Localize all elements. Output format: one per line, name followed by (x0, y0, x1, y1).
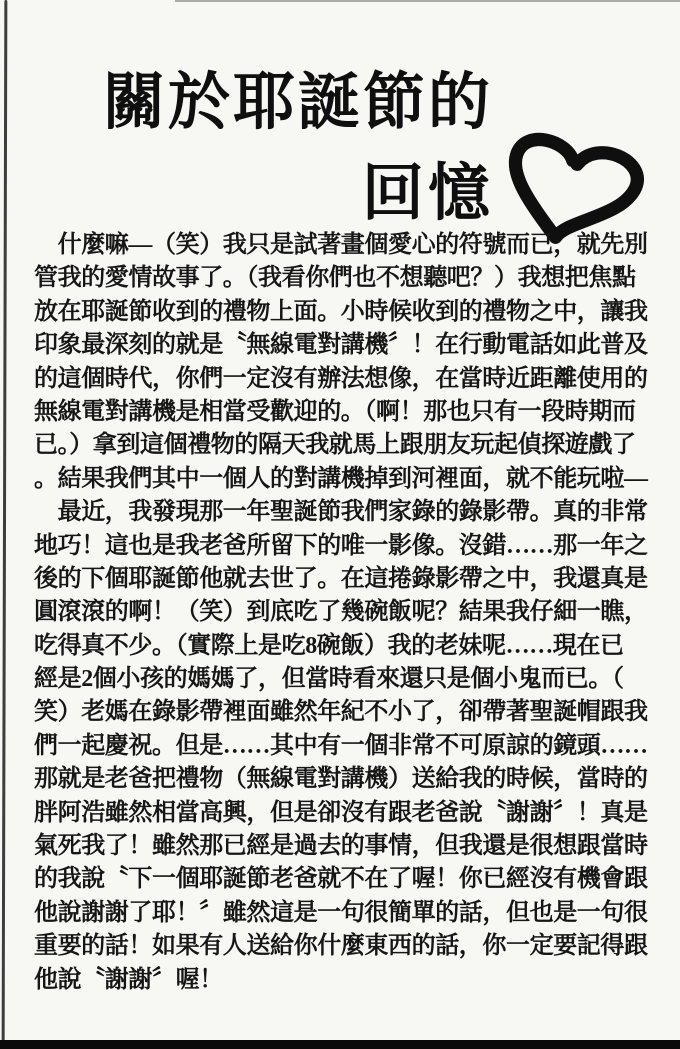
body-text (34, 229, 652, 997)
text-line: 地巧！這也是我老爸所留下的唯一影像。沒錯……那一年之 (34, 532, 648, 559)
page-title-line1: 關於耶誕節的 (103, 69, 494, 137)
text-line: 吃得真不少。（實際上是吃8碗飯）我的老妹呢……現在已 (34, 632, 624, 659)
text-line: 管我的愛情故事了。（我看你們也不想聽吧？）我想把焦點 (34, 265, 636, 292)
page-left-scan-edge (2, 0, 8, 1042)
page-bottom-scan-edge (0, 1040, 680, 1049)
text-line: 。結果我們其中一個人的對講機掉到河裡面，就不能玩啦— (34, 465, 648, 492)
text-line: 什麼嘛—（笑）我只是試著畫個愛心的符號而已，就先別 (34, 232, 648, 258)
text-line: 放在耶誕節收到的禮物上面。小時候收到的禮物之中，讓我 (34, 298, 648, 325)
text-line: 無線電對講機是相當受歡迎的。（啊！那也只有一段時期而 (34, 398, 636, 425)
text-line: 的我說〝下一個耶誕節老爸就不在了喔！你已經沒有機會跟 (34, 866, 648, 893)
text-line: 已。）拿到這個禮物的隔天我就馬上跟朋友玩起偵探遊戲了 (34, 432, 636, 459)
text-line: 的這個時代，你們一定沒有辦法想像，在當時近距離使用的 (34, 365, 648, 392)
text-line: 印象最深刻的就是〝無線電對講機〞！在行動電話如此普及 (34, 332, 648, 359)
page-top-scan-edge (175, 0, 680, 2)
text-line: 經是2個小孩的媽媽了，但當時看來還只是個小鬼而已。（ (34, 666, 624, 693)
text-line: 胖阿浩雖然相當高興，但是卻沒有跟老爸說〝謝謝〞！真是 (34, 799, 648, 826)
text-line: 們一起慶祝。但是……其中有一個非常不可原諒的鏡頭…… (34, 732, 648, 759)
text-line: 最近，我發現那一年聖誕節我們家錄的錄影帶。真的非常 (34, 499, 648, 526)
text-line: 笑）老媽在錄影帶裡面雖然年紀不小了，卻帶著聖誕帽跟我 (34, 699, 648, 726)
text-line: 那就是老爸把禮物（無線電對講機）送給我的時候，當時的 (34, 766, 648, 793)
text-line: 他說〝謝謝〞喔！ (34, 966, 223, 993)
text-line: 圓滾滾的啊！（笑）到底吃了幾碗飯呢？結果我仔細一瞧， (34, 599, 648, 626)
page-title-line2: 回憶 (362, 160, 495, 228)
text-line: 他說謝謝了耶！〞雖然這是一句很簡單的話，但也是一句很 (34, 899, 648, 926)
text-line: 氣死我了！雖然那已經是過去的事情，但我還是很想跟當時 (34, 833, 648, 860)
text-line: 重要的話！如果有人送給你什麼東西的話，你一定要記得跟 (34, 933, 648, 960)
text-line: 後的下個耶誕節他就去世了。在這捲錄影帶之中，我還真是 (34, 565, 648, 592)
